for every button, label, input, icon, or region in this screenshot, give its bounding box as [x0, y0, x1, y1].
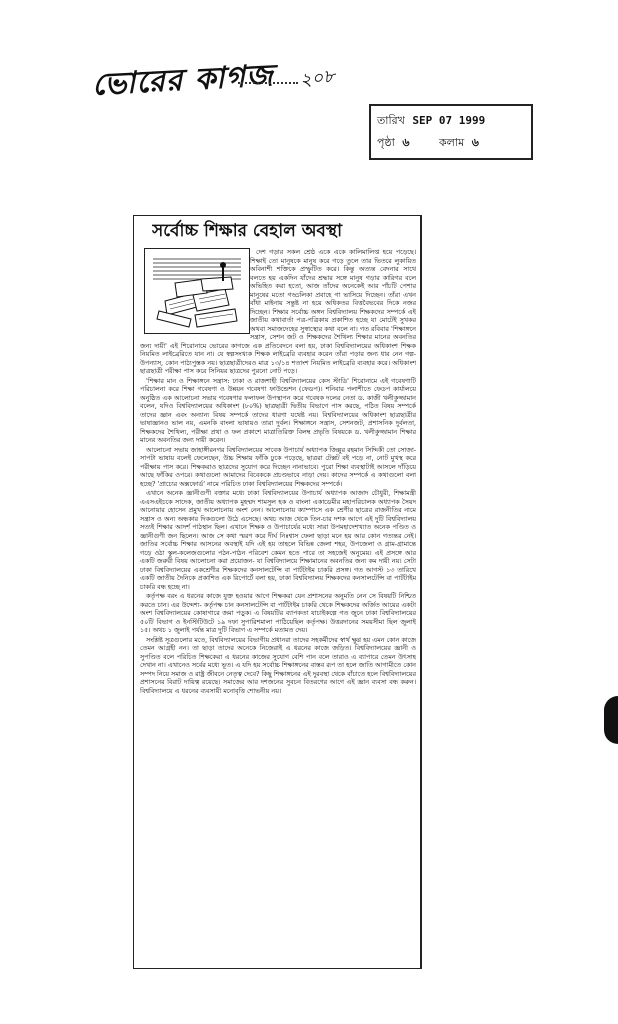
binder-hole [604, 696, 618, 744]
article-paragraph: দেশ গড়ার সকল শ্রেষ্ঠ একে একে কালিমালিপ্ত হয়ে পড়েছে। শিক্ষাই তো মানুষকে মানুষ করে গড়ে তুলে তার ভিতরে লুকায়িত অবিনাশী শক্তিকে প্রস্ফুটিত করে। কিন্তু অত্যন্ত বেদনার সাথে বলতে হয় একদিন যাঁদের শ্রদ্ধার সঙ্গে মানুষ গড়ার কারিগর বলে অভিহিত করা হতো, আজ তাঁদের অনেকেই আর পাঁচটি পেশার মানুষের মতো গড্ডলিকা প্রবাহে গা ভাসিয়ে দিচ্ছেন। তাঁরা এখন বাঁধা মাইনায় সন্তুষ্ট না হয়ে অধিকতর বিত্তবৈভবের দিকে নজর দিচ্ছেন। শিক্ষার সর্বোচ্চ অঙ্গন বিশ্ববিদ্যালয় শিক্ষকদের সম্পর্কে এই জাতীয় কথাবার্তা পত্র-পত্রিকায় প্রকাশিত হচ্ছে যা মোটেই সুখকর অথবা সমাজদেহের সুস্বাস্থ্যের কথা বলে না। গত রবিবার 'শিক্ষাঙ্গনে সন্ত্রাস, সেশন জট ও শিক্ষকদের শৈথিল্য শিক্ষার মানের অবনতির জন্য দায়ী' এই শিরোনামে ভোরের কাগজে এক প্রতিবেদনে বলা হয়, ঢাকা বিশ্ববিদ্যালয়ের অধিকাংশ শিক্ষক নিয়মিত লাইব্রেরিতে যান না। যে স্বল্পসংখ্যক শিক্ষক লাইব্রেরি ব্যবহার করেন তাঁরা পড়ার জন্য ধার নেন গল্প-উপন্যাস, কোন পাঠ্যপুস্তক নয়। ছাত্রছাত্রীদেরও মাত্র ১৩/১৪ শতাংশ নিয়মিত লাইব্রেরি ব্যবহার করে। অধিকাংশ ছাত্রছাত্রী পরীক্ষা পাস করে সিনিয়র ছাত্রদের পুরনো নোট পড়ে। [140, 248, 416, 375]
stamp-date-value: SEP 07 1999 [412, 114, 486, 127]
article-paragraph: আলোচনা সভায় জাহাঙ্গীরনগর বিশ্ববিদ্যালয়ের সাবেক উপাচার্য অধ্যাপক জিল্লুর রহমান সিদ্দিকী তো সোজা-সাপটা ভাষায় বলেই ফেলেছেন, উচ্চ শিক্ষায় ফাঁকি ঢুকে পড়েছে, ছাত্ররা টেক্সট বই পড়ে না, নোট মুখস্থ করে পরীক্ষায় পাস করে। শিক্ষকরাও ছাত্রদের সুযোগ করে দিচ্ছেন নানাভাবে। পুরো শিক্ষা ব্যবস্থাটাই আসলে দাঁড়িয়ে আছে ফাঁকির ওপরে। কথাগুলো আমাদের বিবেককে প্রচণ্ডভাবে নাড়া দেয়। কাদের সম্পর্কে এ কথাগুলো বলা হচ্ছে? 'প্রাচ্যের অক্সফোর্ড' নামে পরিচিত ঢাকা বিশ্ববিদ্যালয়ের শিক্ষকদের সম্পর্কে। [140, 445, 416, 488]
stamp-column-label: কলাম [438, 136, 465, 149]
dotted-divider [238, 82, 298, 84]
article-paragraph: সংশ্লিষ্ট সূত্রগুলোর মতে, বিশ্ববিদ্যালয়ের বিভাগীয় প্রধানরা তাদের সহকর্মীদের স্বার্থ ক্ষুণ্ণ হয় এমন কোন কাজে তেমন আগ্রহী নন। তা ছাড়া তাদের অনেকে নিজেরাই এ ধরনের কাজে জড়িত। বিশ্ববিদ্যালয়ের জ্ঞানী ও সুপণ্ডিত বলে পরিচিত শিক্ষকেরা এ ধরনের কাজের সুযোগ বেশি পান বলে তারাও এ ব্যাপারে তেমন উৎসাহ দেখান না। এখানেও সর্বের মধ্যে ভূত। এ যদি হয় সর্বোচ্চ শিক্ষাঙ্গনের বাস্তব রূপ তা হলে জাতি আগামীতে কোন সম্পদ নিয়ে সমাজ ও রাষ্ট্র জীবনে নেতৃত্ব দেবে? কিছু শিক্ষাঙ্গনের এই দুরবস্থা থেকে বাঁচাতে হলে বিশ্ববিদ্যালয়ের প্রশাসনের বিরাট দায়িত্ব রয়েছে। সমাজের আর দশজনের সুবচন বিতরণের আগে এই জ্ঞান ব্যবসা বন্ধ করুন। বিশ্ববিদ্যালয়ে এ ধরনের ব্যবসায়ী মনোবৃত্তি শোভনীয় নয়। [140, 635, 416, 695]
stamp-column-value: ৬ [471, 136, 479, 149]
article-paragraph: কর্তৃপক্ষ বরং এ ধরনের কাজে যুক্ত হওয়ার আগে শিক্ষকরা যেন প্রশাসনের অনুমতি নেন সে বিষয়টি নিশ্চিত করতে চান। এর উদ্দেশ্য- কর্তৃপক্ষ চান কনসালটেন্সি বা পার্টটাইম চাকরি থেকে শিক্ষকদের অর্জিত আয়ের একটা অংশ বিশ্ববিদ্যালয়ের কোষাগারে জমা পড়ুক। এ বিষয়টির ব্যাপকতা যাচাইকল্পে গত জুনে ঢাকা বিশ্ববিদ্যালয়ের ৫০টি বিভাগ ও ইনস্টিটিউটে ১৯ দফা সুপারিশমালা পাঠিয়েছিল কর্তৃপক্ষ। উত্তরদানের সময়সীমা ছিল জুলাই ১৫। অথচ ১ জুলাই পর্যন্ত মাত্র দুটি বিভাগ এ সম্পর্কে মতামত দেয়। [140, 592, 416, 634]
stamp-page-label: পৃষ্ঠা [377, 136, 395, 149]
stamp-page-value: ৬ [402, 136, 410, 149]
article-headline: সর্বোচ্চ শিক্ষার বেহাল অবস্থা [152, 221, 343, 241]
date-stamp [369, 104, 533, 160]
newspaper-name: ভোরের কাগজ [91, 58, 275, 103]
stamp-date-row [377, 112, 485, 131]
handwritten-page-number: ২০৮ [298, 65, 337, 92]
stamp-page-row [377, 134, 479, 153]
article-paragraph: 'শিক্ষার মান ও শিক্ষাঙ্গনে সন্ত্রাস: ঢাকা ও রাজশাহী বিশ্ববিদ্যালয়ের কেস স্টাডি' শিরোনামে এই গবেষণাটি পরিচালনা করে শিক্ষা গবেষণা ও উন্নয়ন গবেষণা ফাউন্ডেশন (ফেডপ)। শনিবার পলাশীতে ফেডপ কার্যালয়ে অনুষ্ঠিত এক আলোচনা সভায় গবেষণার ফলাফল উপস্থাপন করে গবেষক দলের নেতা ড. কাজী খলীকুজ্জামান বলেন, যদিও বিশ্ববিদ্যালয়ের অধিকাংশ (৮০%) ছাত্রছাত্রী দ্বিতীয় বিভাগে পাস করছে, পঠিত বিষয় সম্পর্কে তাদের জ্ঞান এবং অন্যান্য বিষয় সম্পর্কে তাদের ধারণা যথেষ্ট নয়। বিশ্ববিদ্যালয়ের অধিকাংশ ছাত্রছাত্রীর ভাষাজ্ঞানও ভাল নয়, এমনকি বাংলা ভাষায়ও তারা দুর্বল। শিক্ষাঙ্গনে সন্ত্রাস, সেশনজট, প্রশাসনিক দুর্বলতা, শিক্ষকদের শৈথিল্য, পরীক্ষা প্রথা ও ফল প্রকাশে মাত্রাতিরিক্ত বিলম্ব প্রভৃতি বিষয়কে ড. খলীকুজ্জামান শিক্ষার মানের অবনতির জন্য দায়ী করেন। [140, 376, 416, 444]
stamp-date-label: তারিখ [377, 114, 405, 127]
article-body [140, 248, 416, 964]
article-clipping [133, 215, 422, 969]
article-paragraph: এখানে অনেক জ্ঞানীগুণী বক্তার মধ্যে ঢাকা বিশ্ববিদ্যালয়ের উপাচার্য অধ্যাপক আজাদ চৌধুরী, শিক্ষামন্ত্রী এএসএইচকে সাদেক, জাতীয় অধ্যাপক মুহম্মদ শামসুল হক ও বাংলা একাডেমীর মহাপরিচালক অধ্যাপক সৈয়দ আনোয়ার হোসেন প্রমুখ আলোচনায় অংশ নেন। আলোচনায় ক্যাম্পাসে এক শ্রেণীর ছাত্রের রাজনীতির নামে সন্ত্রাস ও অন্য অন্ধকার দিকগুলো উঠে এসেছে। অথচ আজ থেকে তিন-চার দশক আগে এই দুটি বিশ্ববিদ্যালয় সত্যই শিক্ষার আদর্শ পাঠস্থান ছিল। এখানে শিক্ষক ও উপাচার্যের মধ্যে সারা উপমহাদেশখ্যাত অনেক পণ্ডিত ও জ্ঞানীগুণী জন ছিলেন। আজ সে কথা স্মরণ করে দীর্ঘ নিঃশ্বাস ফেলা ছাড়া মনে হয় আর কোন গত্যন্তর নেই। জাতির সর্বোচ্চ শিক্ষার আসনের অবস্থাই যদি এই হয় তাহলে বিভিন্ন জেলা শহর, উপজেলা ও গ্রাম-গ্রামান্তে গড়ে ওঠা স্কুল-কলেজগুলোর পঠন-পাঠন পরিবেশ কেমন হতে পারে তা সহজেই অনুমেয়। এই প্রসঙ্গে আর একটি জরুরী বিষয় আলোচনা করা প্রয়োজন- যা বিশ্ববিদ্যালয়ে শিক্ষামানের অবনতির জন্য কম দায়ী নয়। সেটা ঢাকা বিশ্ববিদ্যালয়ের একশ্রেণীর শিক্ষকদের কনসালটেন্সি বা পার্টটাইম চাকরি প্রসঙ্গ। গত আগস্ট ১৩ তারিখে একটি জাতীয় দৈনিকে প্রকাশিত এক রিপোর্টে বলা হয়, ঢাকা বিশ্ববিদ্যালয় শিক্ষকদের কনসালটেন্সি বা পার্টটাইম চাকরি বন্ধ হচ্ছে না। [140, 489, 416, 591]
